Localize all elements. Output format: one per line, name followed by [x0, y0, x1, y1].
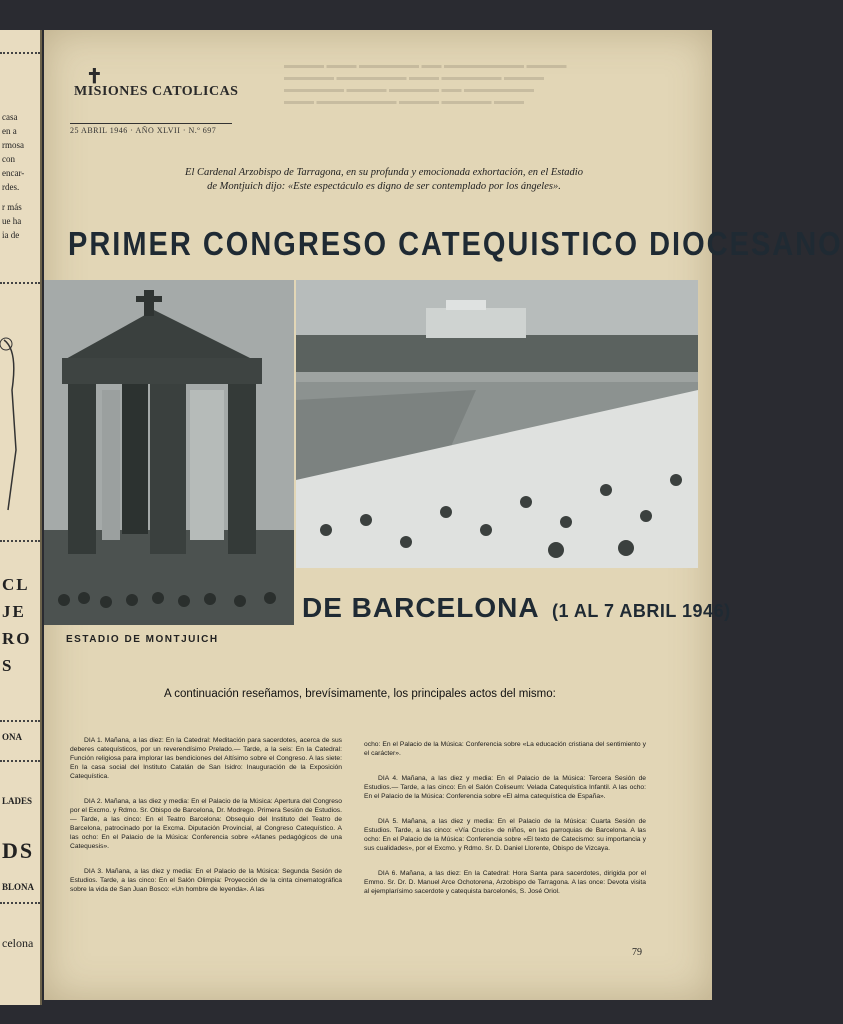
masthead-logo: ✝ $_{MISIONES CATOLICAS}$: [74, 66, 239, 99]
figure-illustration: [0, 330, 38, 530]
left-fragment: en a: [2, 126, 17, 136]
cross-icon: ✝: [86, 66, 104, 88]
left-fragment: ue ha: [2, 216, 22, 226]
bleed-through-texture: ▬▬▬▬ ▬▬▬ ▬▬▬▬▬▬ ▬▬ ▬▬▬▬▬▬▬▬ ▬▬▬▬ ▬▬▬▬▬ ▬▬▬▬▬▬▬ ▬▬▬ ▬▬▬▬▬▬ ▬▬▬▬ ▬▬▬▬▬▬ ▬▬▬▬ ▬▬▬▬▬ ▬▬ ▬▬▬▬▬▬▬ ▬▬▬ ▬▬▬▬▬▬▬▬ ▬▬▬▬ ▬▬▬▬▬ ▬▬▬: [284, 60, 567, 107]
day-entry: DIA 5. Mañana, a las diez y media: En el Palacio de la Música: Cuarta Sesión de Estudios. Tarde, a las cinco: «Vía Crucis» de niños, en las parroquias de Barcelona. A las ocho: En el Palacio de la Música: Conferencia sobre «El texto de Catecismo: su importancia y sus cualidades», por el Excmo. y Rdmo. Sr. D. Daniel Llorente, Obispo de Vizcaya.: [364, 818, 647, 852]
masthead-rule: [70, 123, 232, 124]
left-fragment: LADES: [2, 796, 33, 806]
magazine-page: [44, 30, 843, 1000]
left-fragment: ONA: [2, 732, 22, 742]
left-fragment: encar-: [2, 168, 25, 178]
left-large-fragment: RO: [2, 629, 32, 648]
subheadline-dates: (1 AL 7 ABRIL 1946): [552, 601, 731, 621]
decorative-border: [0, 540, 40, 542]
cardinal-quote: El Cardenal Arzobispo de Tarragona, en su profunda y emocionada exhortación, en el Estadio de Montjuich dijo: «Este espectáculo es digno de ser contemplado por los ángeles».: [185, 167, 583, 192]
day-entry: DIA 1. Mañana, a las diez: En la Catedral: Meditación para sacerdotes, acerca de sus deberes catequísticos, por un reverendísimo Prelado.— Tarde, a la seis: En la Catedral: Función religiosa para implorar las bendiciones del Altísimo sobre el Congreso. A las siete: En la casa social del Instituto Catalán de San Isidro: Inauguración de la Exposición Catequística.: [70, 737, 343, 780]
day-entry: DIA 4. Mañana, a las diez y media: En el Palacio de la Música: Tercera Sesión de Estudios.— Tarde, a las cinco: En el Salón Coliseum: Velada Catequística Infantil. A las ocho: En el Palacio de la Música: Conferencia sobre «El alma catequística de España».: [364, 775, 647, 800]
left-large-fragment: CL: [2, 575, 30, 594]
left-fragment: con: [2, 154, 15, 164]
decorative-border: [0, 720, 40, 722]
day-entry: DIA 3. Mañana, a las diez y media: En el Palacio de la Música: Segunda Sesión de Estudios. Tarde, a las cinco: En el Salón Olimpia: Proyección de la cinta cinematográfica sobre la vida de San Juan Bosco: «Un hombre de leyenda». A las: [70, 868, 342, 893]
issue-line: 25 ABRIL 1946 · AÑO XLVII · N.º 697: [70, 126, 217, 135]
left-large-fragment: S: [2, 656, 14, 675]
schedule-column-right: [364, 740, 646, 912]
page-title: PRIMER CONGRESO CATEQUISTICO DIOCESANO: [68, 226, 843, 263]
left-fragment: r más: [2, 202, 22, 212]
left-fragment: rdes.: [2, 182, 20, 192]
decorative-border: [0, 282, 40, 284]
day-entry: DIA 2. Mañana, a las diez y media: En el Palacio de la Música: Apertura del Congreso por el Excmo. y Rdmo. Sr. Obispo de Barcelona, Dr. Modrego. Primera Sesión de Estudios.— Tarde, a las cinco: En el Teatro Barcelona: Obsequio del Instituto del Teatro de Barcelona, patrocinado por la Excma. Diputación Provincial, al Congreso Catequístico. A las ocho: En el Palacio de la Música: Conferencia sobre «Afanes pedagógicos de una Catequesis».: [70, 798, 342, 850]
page-number: 79: [632, 947, 642, 958]
photo-monument: [44, 280, 294, 625]
left-fragment: BLONA: [2, 882, 35, 892]
photo-stadium: [296, 280, 698, 568]
intro-text: A continuación reseñamos, brevísimamente, los principales actos del mismo:: [164, 688, 556, 700]
decorative-border: [0, 760, 40, 762]
left-fragment: celona: [2, 936, 34, 950]
left-fragment: rmosa: [2, 140, 24, 150]
schedule-column-left: [70, 736, 342, 910]
left-large-fragment: JE: [2, 602, 26, 621]
decorative-border: [0, 52, 40, 54]
day-entry: DIA 6. Mañana, a las diez: En la Catedral: Hora Santa para sacerdotes, dirigida por el Emmo. Sr. Dr. D. Manuel Arce Ochotorena, Arzobispo de Tarragona. A las once: Devota visita al ejemplarísimo sacerdote y catequista barcelonés, S. José Oriol.: [364, 870, 647, 895]
left-large-fragment: DS: [2, 838, 35, 863]
subheadline: [302, 592, 731, 624]
left-facing-page: [0, 30, 42, 1005]
photo-caption: ESTADIO DE MONTJUICH: [66, 634, 219, 645]
decorative-border: [0, 902, 40, 904]
left-fragment: casa: [2, 112, 18, 122]
subheadline-city: DE BARCELONA: [302, 592, 540, 623]
left-fragment: ia de: [2, 230, 20, 240]
day-entry-continued: ocho: En el Palacio de la Música: Conferencia sobre «La educación cristiana del sentimiento y el carácter».: [364, 741, 646, 757]
